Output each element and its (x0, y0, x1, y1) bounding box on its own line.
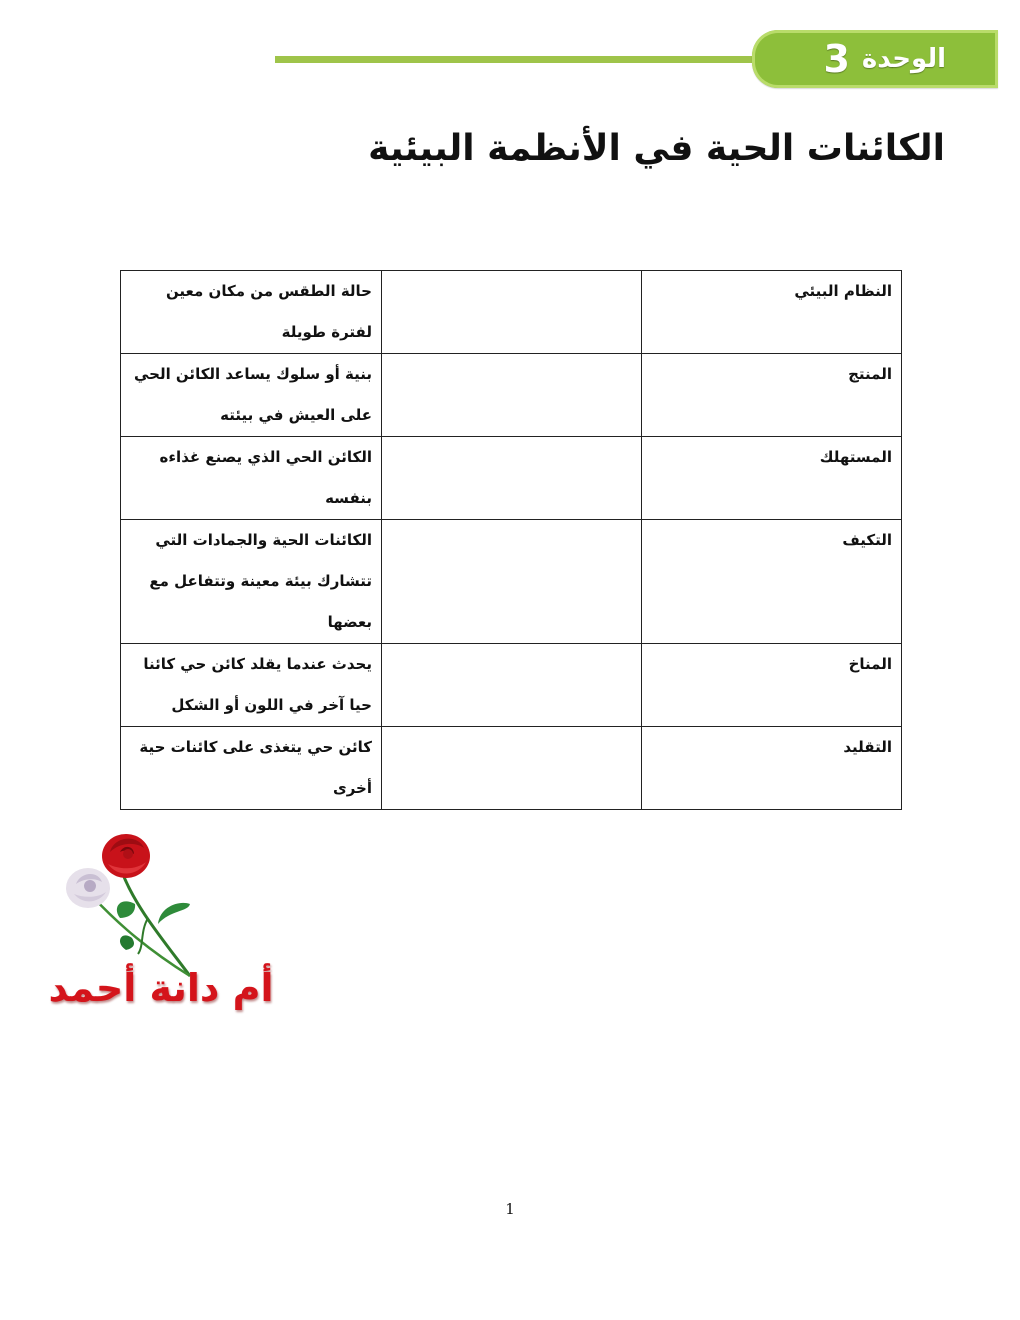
table-row (121, 271, 902, 354)
table-row (121, 520, 902, 644)
matching-table (120, 270, 902, 810)
definition-cell: بنية أو سلوك يساعد الكائن الحي على العيش في بيئته (121, 354, 382, 437)
definition-cell: الكائنات الحية والجمادات التي تتشارك بيئة معينة وتتفاعل مع بعضها (121, 520, 382, 644)
unit-number: 3 (823, 37, 850, 81)
term-cell: المستهلك (642, 437, 902, 520)
answer-cell[interactable] (382, 727, 642, 810)
term-cell: المنتج (642, 354, 902, 437)
table-row (121, 727, 902, 810)
table-row (121, 437, 902, 520)
table-row (121, 354, 902, 437)
answer-cell[interactable] (382, 520, 642, 644)
logo-text: أم دانة أحمد (48, 966, 274, 1010)
unit-banner (752, 30, 998, 88)
definition-cell: كائن حي يتغذى على كائنات حية أخرى (121, 727, 382, 810)
definition-cell: الكائن الحي الذي يصنع غذاءه بنفسه (121, 437, 382, 520)
definition-cell: حالة الطقس من مكان معين لفترة طويلة (121, 271, 382, 354)
answer-cell[interactable] (382, 437, 642, 520)
page-number: 1 (505, 1200, 515, 1218)
term-cell: التقليد (642, 727, 902, 810)
unit-label: الوحدة (861, 44, 946, 74)
header-rule-line (275, 56, 785, 63)
term-cell: المناخ (642, 644, 902, 727)
answer-cell[interactable] (382, 644, 642, 727)
table-row (121, 644, 902, 727)
page-title: الكائنات الحية في الأنظمة البيئية (368, 128, 945, 169)
term-cell: النظام البيئي (642, 271, 902, 354)
answer-cell[interactable] (382, 271, 642, 354)
answer-cell[interactable] (382, 354, 642, 437)
definition-cell: يحدث عندما يقلد كائن حي كائنا حيا آخر في اللون أو الشكل (121, 644, 382, 727)
term-cell: التكيف (642, 520, 902, 644)
